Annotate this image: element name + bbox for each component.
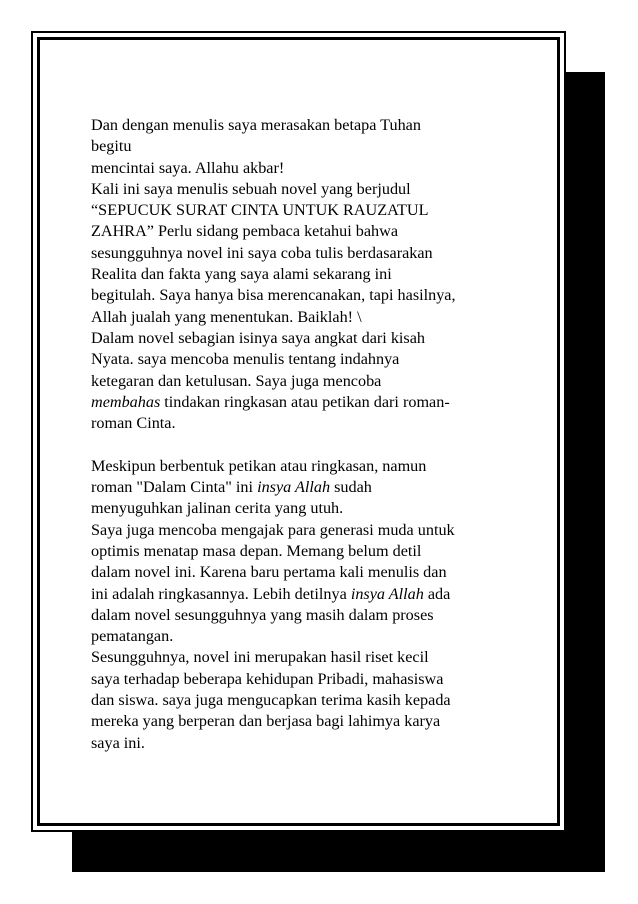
text-segment: menyuguhkan jalinan cerita yang utuh.	[91, 499, 344, 518]
text-line	[91, 243, 516, 264]
text-segment: dalam novel ini. Karena baru pertama kali menulis dan	[91, 563, 447, 582]
text-segment: ketegaran dan ketulusan. Saya juga mencoba	[91, 371, 382, 390]
italic-text: membahas	[91, 392, 161, 411]
italic-text: insya Allah	[350, 584, 424, 603]
text-line	[91, 392, 516, 413]
text-line	[91, 669, 516, 690]
text-segment: sesungguhnya novel ini saya coba tulis berdasarakan	[91, 243, 433, 262]
text-segment: ini adalah ringkasannya. Lebih detilnya	[91, 584, 351, 603]
text-line	[91, 498, 516, 519]
text-line	[91, 647, 516, 668]
text-segment: mereka yang berperan dan berjasa bagi lahimya karya	[91, 712, 441, 731]
text-line	[91, 328, 516, 349]
text-segment: begitu	[91, 137, 132, 156]
text-line	[91, 158, 516, 179]
text-segment: Allah jualah yang menentukan. Baiklah! \	[91, 307, 362, 326]
text-line	[91, 285, 516, 306]
text-line	[91, 605, 516, 626]
text-segment: “SEPUCUK SURAT CINTA UNTUK RAUZATUL	[91, 201, 429, 220]
text-line	[91, 690, 516, 711]
text-segment: pematangan.	[91, 627, 174, 646]
text-segment: dan siswa. saya juga mengucapkan terima kasih kepada	[91, 691, 451, 710]
text-line	[91, 520, 516, 541]
text-segment: sudah	[330, 478, 372, 497]
text-segment: saya ini.	[91, 733, 145, 752]
text-segment: Sesungguhnya, novel ini merupakan hasil riset kecil	[91, 648, 429, 667]
text-segment: begitulah. Saya hanya bisa merencanakan, tapi hasilnya,	[91, 286, 456, 305]
text-line	[91, 584, 516, 605]
text-segment: Dan dengan menulis saya merasakan betapa Tuhan	[91, 116, 421, 134]
text-line	[91, 179, 516, 200]
text-line	[91, 456, 516, 477]
text-segment: Dalam novel sebagian isinya saya angkat dari kisah	[91, 328, 425, 347]
text-segment: roman Cinta.	[91, 414, 176, 433]
text-line	[91, 477, 516, 498]
italic-text: insya Allah	[257, 478, 331, 497]
text-line	[91, 115, 516, 136]
text-segment: Meskipun berbentuk petikan atau ringkasan, namun	[91, 456, 427, 475]
text-line	[91, 307, 516, 328]
text-line	[91, 541, 516, 562]
text-line	[91, 221, 516, 242]
document-body	[91, 115, 516, 754]
paragraph	[91, 456, 516, 754]
text-segment: Realita dan fakta yang saya alami sekarang ini	[91, 265, 392, 284]
text-line	[91, 413, 516, 434]
text-segment: saya terhadap beberapa kehidupan Pribadi, mahasiswa	[91, 669, 444, 688]
text-line	[91, 264, 516, 285]
text-line	[91, 626, 516, 647]
text-segment: ZAHRA” Perlu sidang pembaca ketahui bahwa	[91, 222, 399, 241]
text-segment: ada	[423, 584, 451, 603]
text-segment: dalam novel sesungguhnya yang masih dalam proses	[91, 605, 434, 624]
text-segment: optimis menatap masa depan. Memang belum detil	[91, 541, 422, 560]
text-segment: roman "Dalam Cinta" ini	[91, 478, 258, 497]
text-line	[91, 562, 516, 583]
text-line	[91, 136, 516, 157]
text-segment: tindakan ringkasan atau petikan dari roman-	[160, 392, 450, 411]
text-line	[91, 371, 516, 392]
text-line	[91, 733, 516, 754]
paragraph	[91, 115, 516, 434]
text-segment: mencintai saya. Allahu akbar!	[91, 158, 285, 177]
text-line	[91, 711, 516, 732]
paragraph-gap	[91, 434, 516, 455]
text-line	[91, 349, 516, 370]
text-segment: Kali ini saya menulis sebuah novel yang berjudul	[91, 179, 411, 198]
text-line	[91, 200, 516, 221]
text-segment: Saya juga mencoba mengajak para generasi muda untuk	[91, 520, 455, 539]
text-segment: Nyata. saya mencoba menulis tentang indahnya	[91, 350, 400, 369]
